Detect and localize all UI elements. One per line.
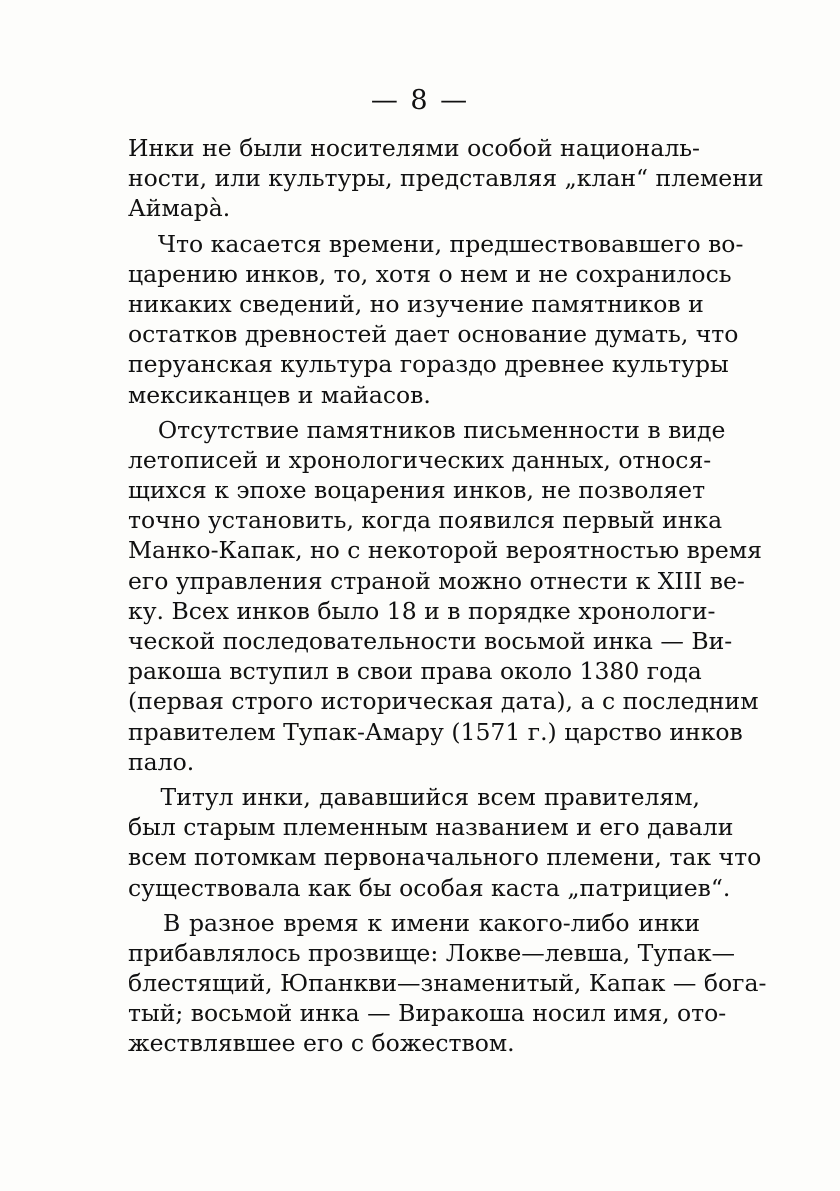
text-line: остатков древностей дает основание думать, что	[128, 320, 739, 349]
text-line: ческой последовательности восьмой инка — Ви-	[128, 627, 733, 655]
text-line: всем потомкам первоначального племени, так что	[128, 843, 762, 872]
text-line: Что касается времени, предшествовавшего во-	[128, 229, 744, 258]
text-line: его управления страной можно отнести к XIII ве-	[128, 566, 745, 595]
text-line: блестящий, Юпанкви—знаменитый, Капак — бога-	[128, 969, 767, 998]
text-body	[128, 133, 767, 1059]
text-line: Инки не были носителями особой националь-	[128, 134, 700, 162]
text-line: перуанская культура гораздо древнее культуры	[128, 350, 729, 379]
paragraph	[128, 229, 744, 410]
text-line: правителем Тупак-Амару (1571 г.) царство инков	[128, 717, 743, 746]
text-line: существовала как бы особая каста „патрициев“.	[128, 873, 731, 902]
text-line: щихся к эпохе воцарения инков, не позволяет	[128, 476, 706, 505]
text-line: (первая строго историческая дата), а с последним	[128, 687, 759, 716]
text-line: пало.	[128, 747, 195, 776]
text-line: Отсутствие памятников письменности в виде	[128, 415, 726, 444]
paragraph	[128, 415, 762, 777]
page-number: — 8 —	[370, 85, 470, 116]
text-line: был старым племенным названием и его давали	[128, 813, 734, 842]
text-line: Аймарà.	[128, 194, 231, 223]
paragraph	[128, 133, 764, 224]
text-line: мексиканцев и майасов.	[128, 380, 431, 409]
text-line: ку. Всех инков было 18 и в порядке хронологи-	[128, 596, 716, 625]
text-line: ракоша вступил в свои права около 1380 года	[128, 657, 702, 686]
text-line: Титул инки, дававшийся всем правителям,	[128, 782, 700, 811]
text-line: летописей и хронологических данных, относя-	[128, 445, 712, 474]
text-line: жествлявшее его с божеством.	[128, 1029, 515, 1058]
text-line: прибавлялось прозвище: Локве—левша, Тупак—	[128, 938, 736, 967]
text-line: точно установить, когда появился первый инка	[128, 506, 723, 535]
paragraph	[128, 908, 767, 1059]
text-line: В разное время к имени какого-либо инки	[128, 908, 700, 937]
text-line: Манко-Капак, но с некоторой вероятностью время	[128, 536, 762, 565]
text-line: ности, или культуры, представляя „клан“ племени	[128, 164, 764, 193]
text-line: царению инков, то, хотя о нем и не сохранилось	[128, 259, 732, 288]
paragraph	[128, 782, 762, 903]
text-line: тый; восьмой инка — Виракоша носил имя, ото-	[128, 999, 727, 1028]
text-line: никаких сведений, но изучение памятников и	[128, 289, 704, 318]
